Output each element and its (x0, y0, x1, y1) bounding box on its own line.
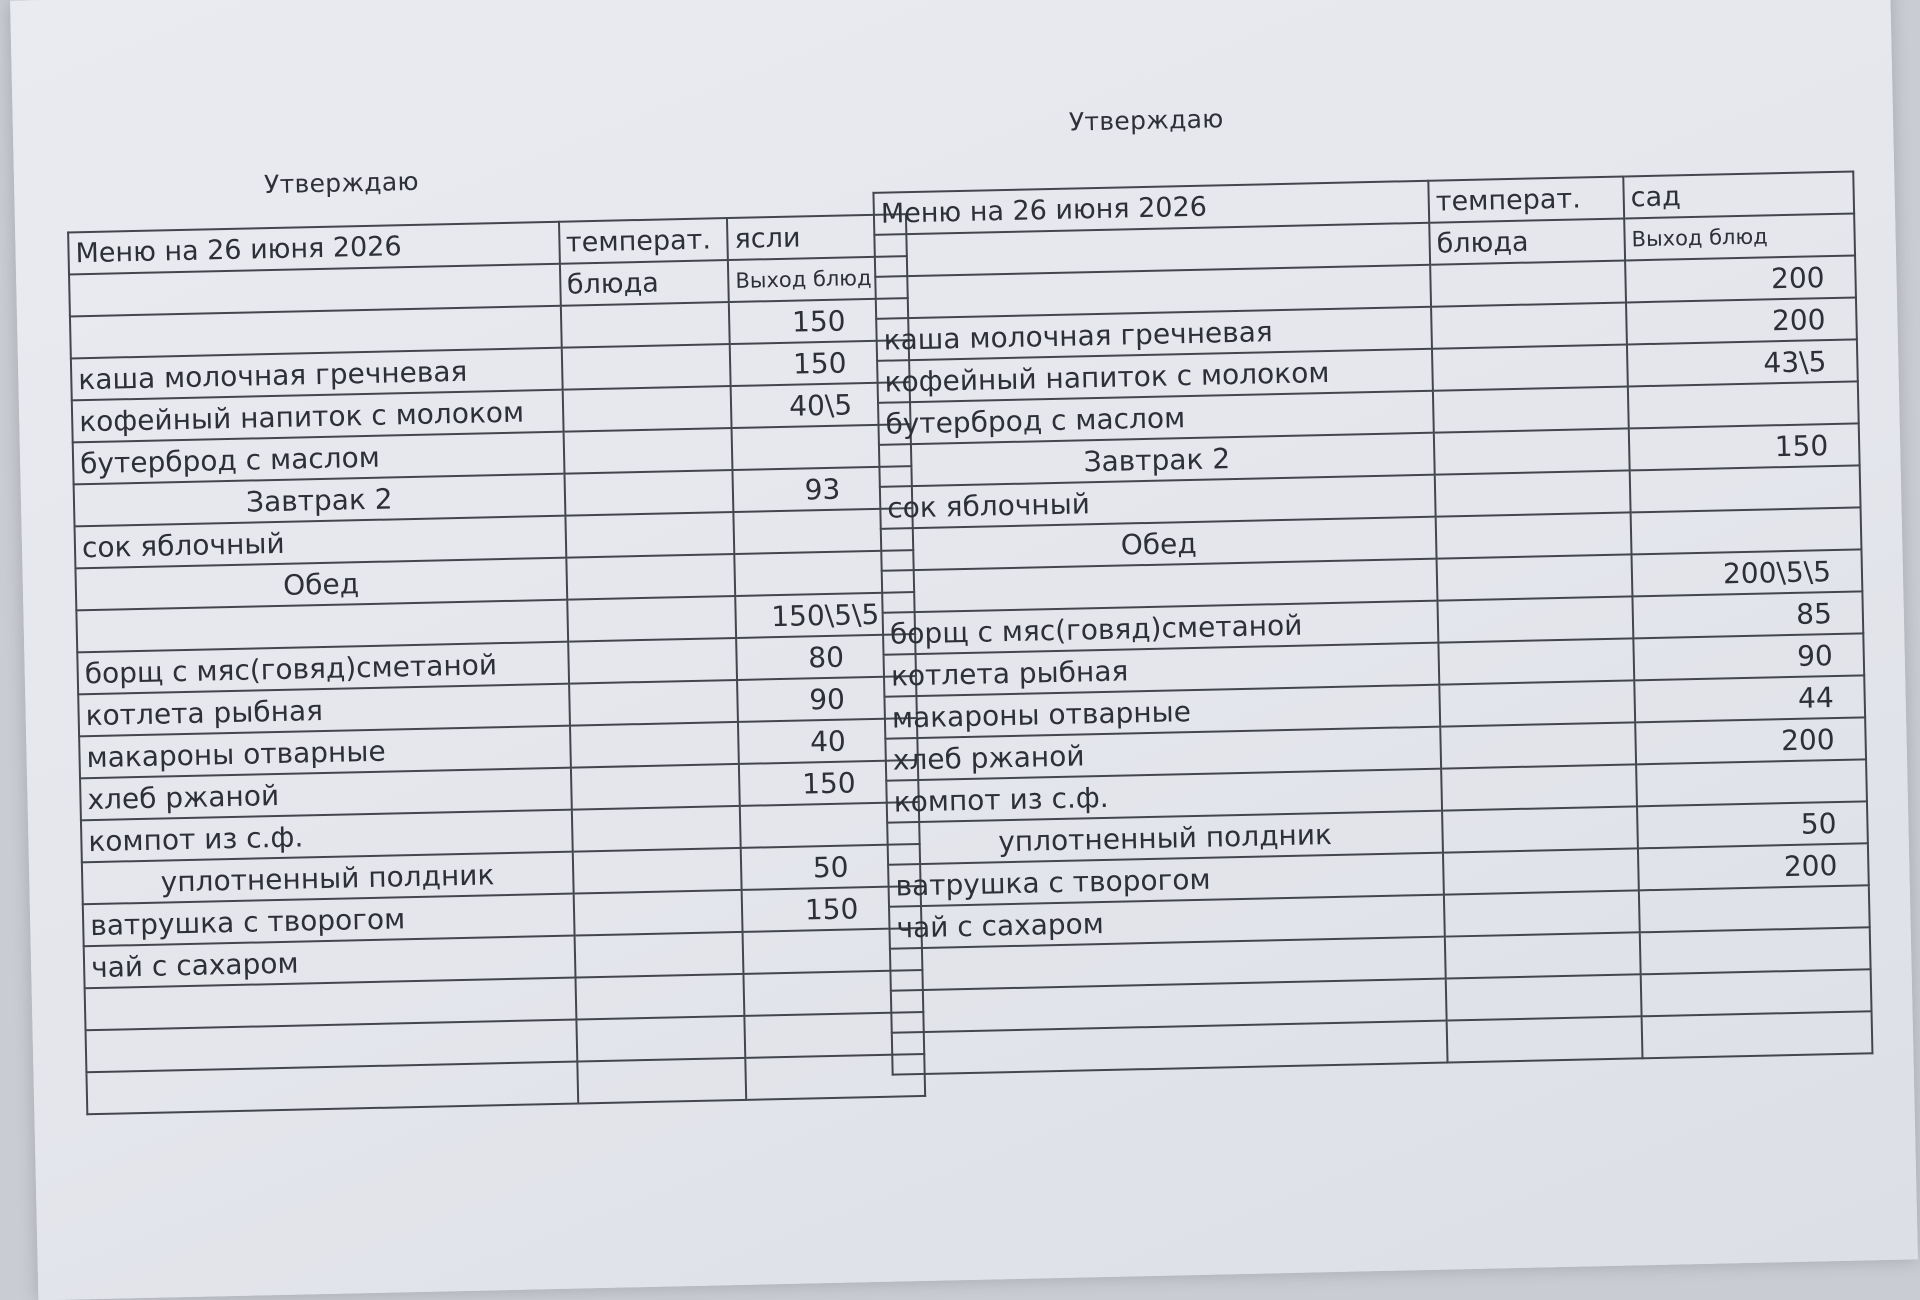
yield-cell: 150 (730, 340, 910, 386)
temperature-cell (574, 932, 743, 978)
temperature-cell (1442, 806, 1638, 852)
temperature-cell (575, 974, 744, 1020)
dish-name-cell: макароны отварные (884, 685, 1440, 739)
temperature-cell (1443, 848, 1639, 894)
yield-cell (1630, 465, 1861, 512)
yield-cell: 40 (738, 718, 918, 764)
dish-name-cell: борщ с мяс(говяд)сметаной (883, 601, 1439, 655)
temperature-cell (1433, 386, 1629, 432)
yield-cell: 85 (1632, 591, 1863, 638)
dish-name-cell: сок яблочный (880, 475, 1436, 529)
dish-name-cell: котлета рыбная (78, 684, 569, 737)
yield-cell: 150 (729, 298, 909, 344)
temperature-cell (1437, 596, 1633, 642)
temperature-cell (1438, 638, 1634, 684)
dish-name-cell: кофейный напиток с молоком (877, 349, 1433, 403)
temperature-cell (562, 386, 731, 432)
yield-cell (1642, 1011, 1873, 1058)
dish-name-cell: хлеб ржаной (80, 768, 571, 821)
section-heading-cell: Обед (75, 558, 566, 611)
temperature-cell (576, 1016, 745, 1062)
temperature-cell (572, 848, 741, 894)
section-heading-cell: Завтрак 2 (74, 474, 565, 527)
temperature-cell (1434, 428, 1630, 474)
temperature-cell (571, 806, 740, 852)
temperature-cell (567, 596, 736, 642)
yield-cell: 200 (1626, 297, 1857, 344)
temperature-cell (1439, 680, 1635, 726)
temperature-cell (1437, 554, 1633, 600)
yield-header-cell: Выход блюд (1624, 213, 1855, 260)
approval-label-right: Утверждаю (1068, 104, 1224, 137)
temperature-cell (566, 554, 735, 600)
yield-cell: 150 (739, 760, 919, 806)
temperature-cell (570, 764, 739, 810)
temperature-cell (1440, 722, 1636, 768)
temperature-cell (569, 680, 738, 726)
yield-cell: 93 (733, 466, 913, 512)
menu-table-nursery-body (68, 214, 925, 1114)
dish-name-cell: компот из с.ф. (886, 769, 1442, 823)
yield-cell: 44 (1634, 675, 1865, 722)
yield-cell: 90 (1633, 633, 1864, 680)
temperature-cell (573, 890, 742, 936)
yield-cell (1640, 927, 1871, 974)
dish-name-cell: ватрушка с творогом (83, 894, 574, 947)
temperature-cell (1441, 764, 1637, 810)
temperature-header-cell: температ. (559, 218, 728, 264)
group-header-cell: сад (1623, 171, 1854, 218)
dish-name-cell: бутерброд с маслом (878, 391, 1434, 445)
yield-cell: 90 (737, 676, 917, 722)
dish-name-cell: сок яблочный (75, 516, 566, 569)
yield-cell: 80 (736, 634, 916, 680)
dish-name-cell: чай с сахаром (889, 895, 1445, 949)
menu-title-cell: Меню на 26 июня 2026 (873, 181, 1429, 235)
dish-name-cell: макароны отварные (79, 726, 570, 779)
yield-cell: 40\5 (731, 382, 911, 428)
yield-cell: 50 (741, 844, 921, 890)
temperature-cell (568, 638, 737, 684)
temperature-cell (1435, 470, 1631, 516)
yield-cell: 150\5\5 (735, 592, 915, 638)
temperature-cell (1431, 302, 1627, 348)
dish-name-cell: борщ с мяс(говяд)сметаной (77, 642, 568, 695)
temperature-subheader-cell: блюда (1429, 219, 1625, 265)
temperature-subheader-cell: блюда (559, 260, 728, 306)
yield-cell: 50 (1637, 801, 1868, 848)
menu-title-cell: Меню на 26 июня 2026 (68, 222, 559, 275)
dish-name-cell: каша молочная гречневая (876, 307, 1432, 361)
dish-name-cell: чай с сахаром (84, 936, 575, 989)
temperature-cell (563, 428, 732, 474)
menu-table-kindergarten-body (873, 171, 1872, 1074)
dish-name-cell: хлеб ржаной (885, 727, 1441, 781)
menu-table-kindergarten (872, 170, 1873, 1075)
menu-table-nursery (67, 213, 926, 1115)
section-heading-cell: Обед (881, 517, 1437, 571)
yield-cell: 200 (1625, 255, 1856, 302)
temperature-cell (1446, 974, 1642, 1020)
dish-name-cell: кофейный напиток с молоком (72, 390, 563, 443)
yield-cell: 150 (742, 886, 922, 932)
temperature-cell (564, 470, 733, 516)
yield-cell (1639, 885, 1870, 932)
temperature-cell (1445, 932, 1641, 978)
temperature-cell (1432, 344, 1628, 390)
temperature-cell (1430, 260, 1626, 306)
dish-name-cell: компот из с.ф. (81, 810, 572, 863)
yield-cell (1636, 759, 1867, 806)
temperature-cell (570, 722, 739, 768)
yield-header-cell: Выход блюд (728, 256, 908, 302)
temperature-cell (1436, 512, 1632, 558)
dish-name-cell: котлета рыбная (884, 643, 1440, 697)
temperature-cell (1447, 1016, 1643, 1062)
yield-cell: 200 (1635, 717, 1866, 764)
dish-name-cell: каша молочная гречневая (71, 348, 562, 401)
yield-cell: 43\5 (1627, 339, 1858, 386)
section-heading-cell: уплотненный полдник (887, 811, 1443, 865)
yield-cell (1628, 381, 1859, 428)
yield-cell: 200\5\5 (1632, 549, 1863, 596)
approval-label-left: Утверждаю (263, 166, 420, 200)
yield-cell (1641, 969, 1872, 1016)
temperature-cell (561, 344, 730, 390)
temperature-cell (560, 302, 729, 348)
yield-cell: 200 (1638, 843, 1869, 890)
temperature-header-cell: температ. (1428, 177, 1624, 223)
section-heading-cell: уплотненный полдник (82, 852, 573, 905)
paper-sheet (10, 0, 1918, 1300)
dish-name-cell: бутерброд с маслом (73, 432, 564, 485)
section-heading-cell: Завтрак 2 (879, 433, 1435, 487)
dish-name-cell: ватрушка с творогом (888, 853, 1444, 907)
temperature-cell (1444, 890, 1640, 936)
group-header-cell: ясли (727, 214, 907, 260)
yield-cell: 150 (1629, 423, 1860, 470)
temperature-cell (577, 1058, 746, 1104)
yield-cell (1631, 507, 1862, 554)
temperature-cell (565, 512, 734, 558)
